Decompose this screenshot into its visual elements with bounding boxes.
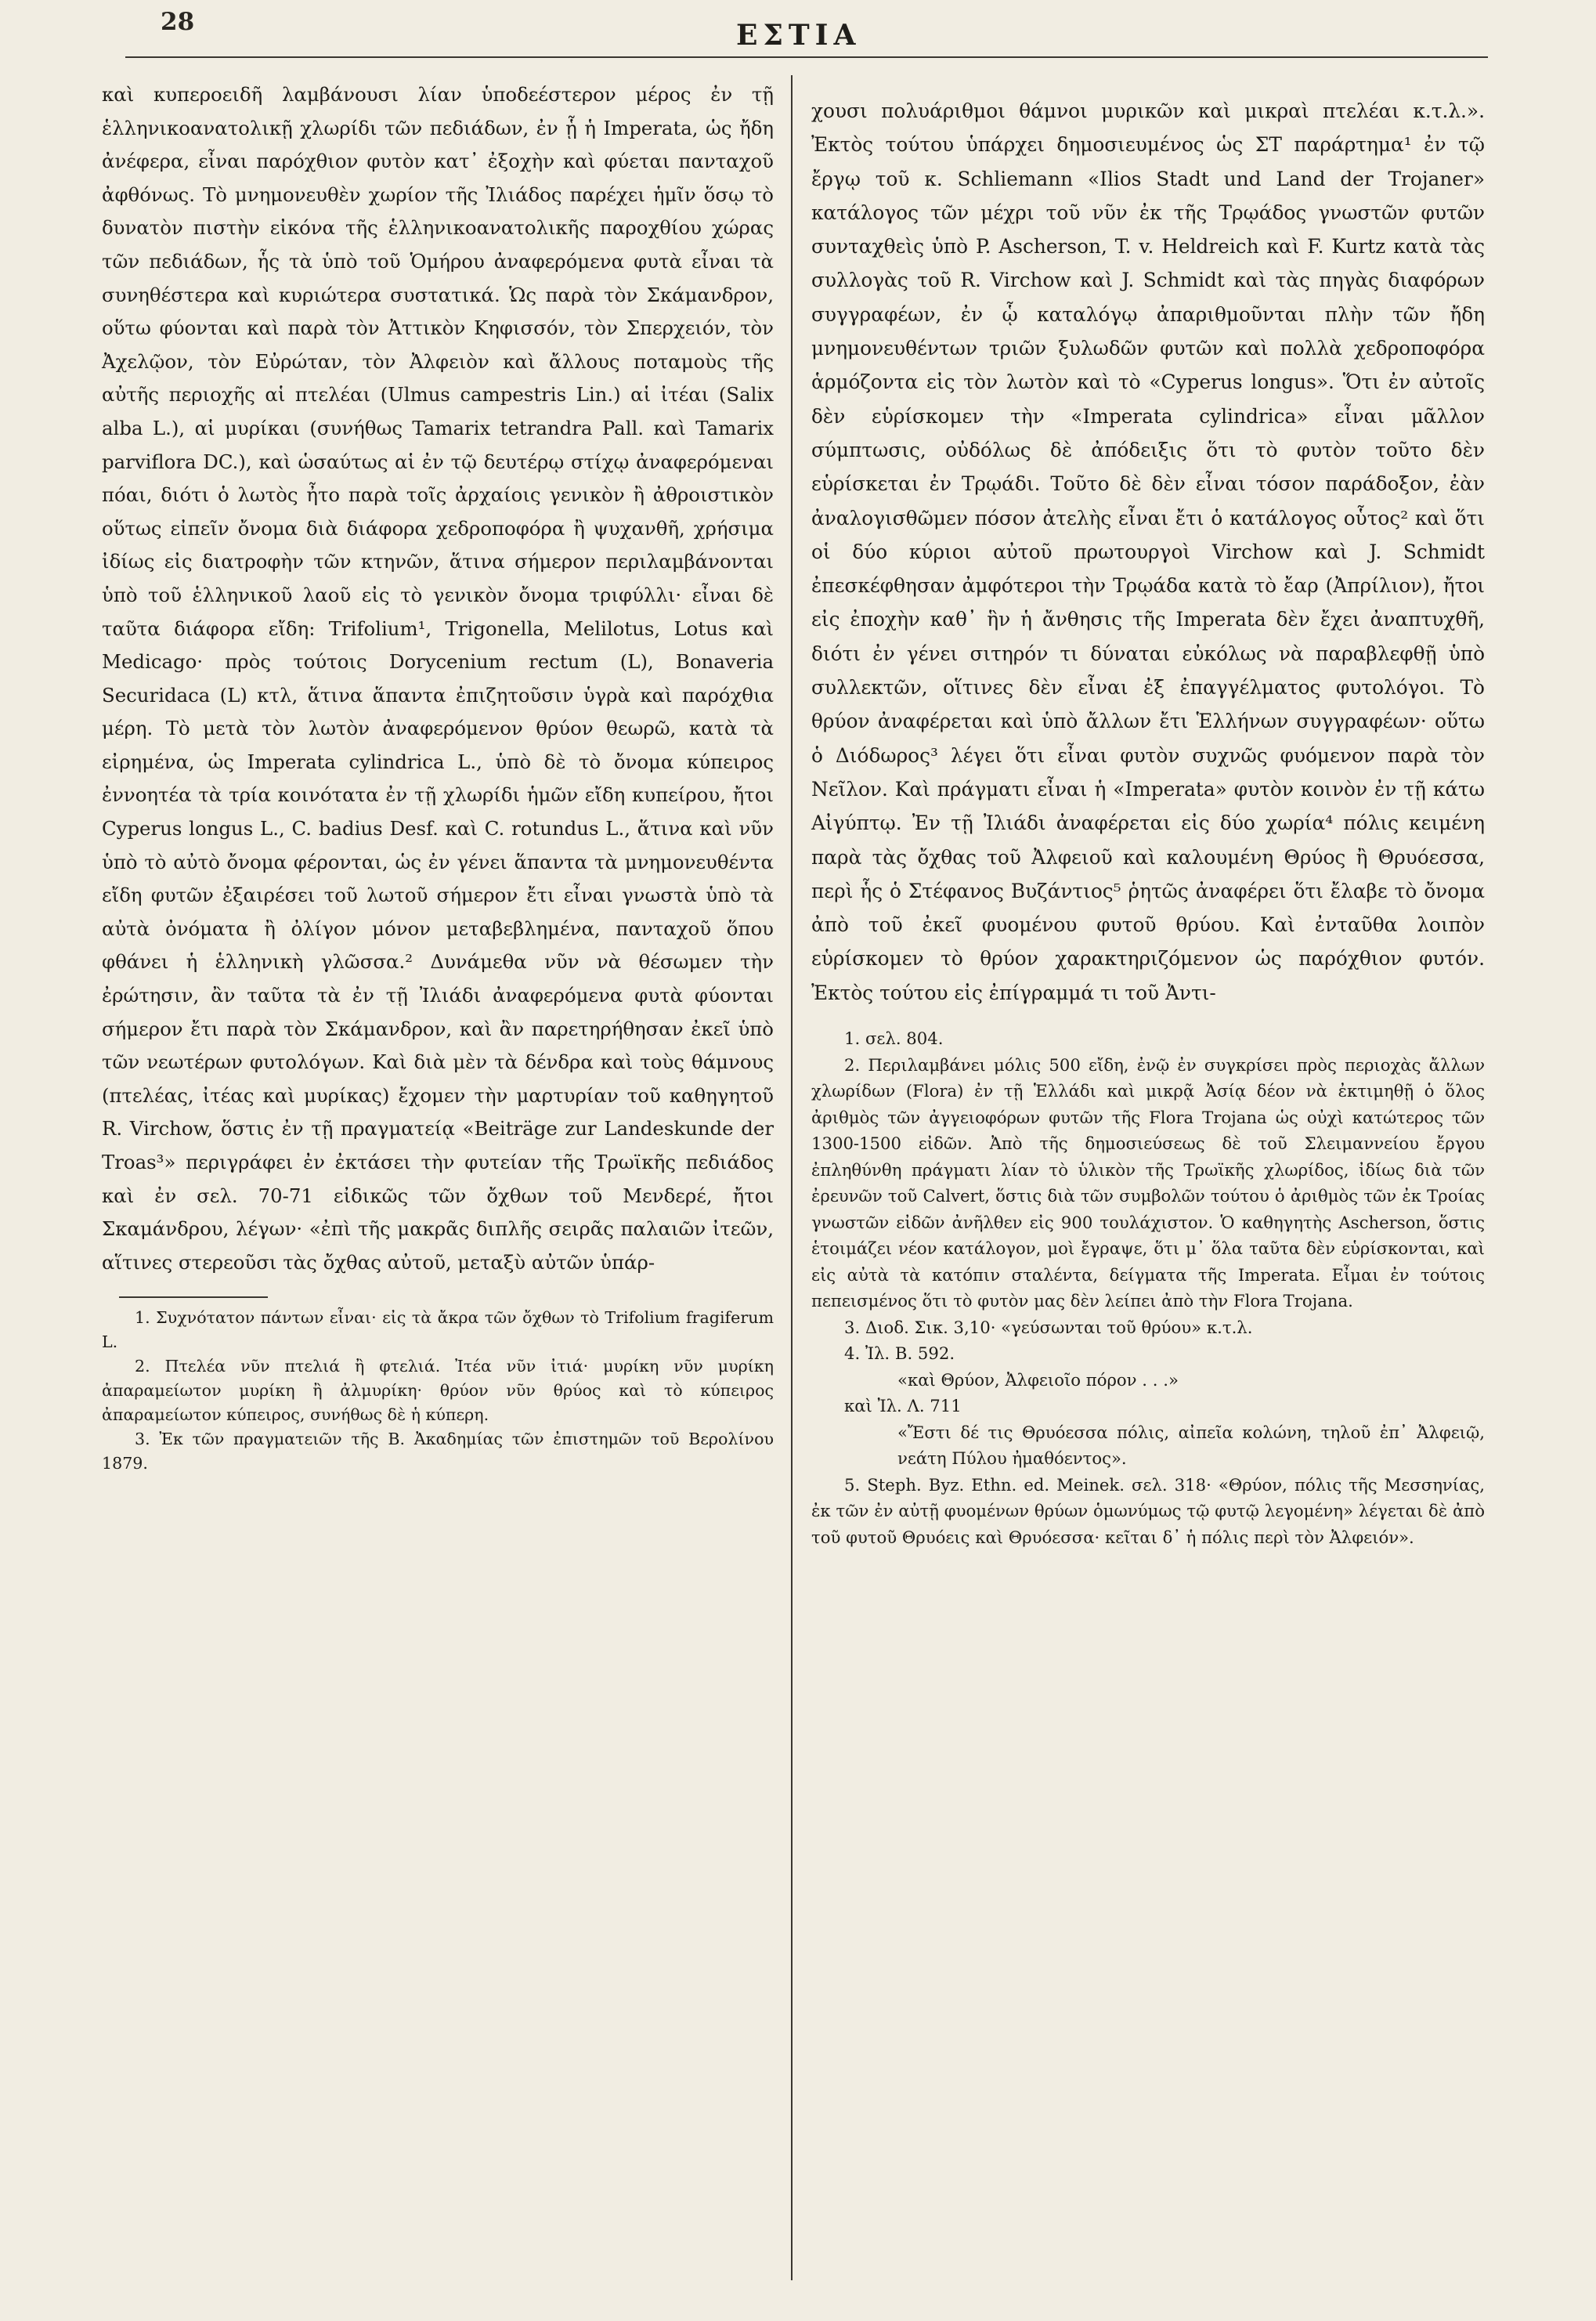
footnote-quotation: «Ἔστι δέ τις Θρυόεσσα πόλις, αἰπεῖα κολώνη, τηλοῦ ἐπ᾽ Ἀλφειῷ, νεάτη Πύλου ἠμαθόεντος».	[897, 1422, 1485, 1469]
footnote: 3. Ἐκ τῶν πραγματειῶν τῆς Β. Ἀκαδημίας τῶν ἐπιστημῶν τοῦ Βερολίνου 1879.	[102, 1430, 774, 1473]
footnote: 2. Περιλαμβάνει μόλις 500 εἴδη, ἐνῷ ἐν συγκρίσει πρὸς περιοχὰς ἄλλων χλωρίδων (Flora) ἐν τῇ Ἑλλάδι καὶ μικρᾷ Ἀσίᾳ δέον νὰ ἐκτιμηθῇ ὁ ὅλος ἀριθμὸς τῶν ἀγγειοφόρων φυτῶν τῆς Flora Trojana ὡς οὐχὶ κατώτερος τῶν 1300-1500 εἰδῶν. Ἀπὸ τῆς δημοσιεύσεως δὲ τοῦ Σλειμαννείου ἔργου ἐπληθύνθη πράγματι λίαν τὸ ὑλικὸν τῆς Τρωϊκῆς χλωρίδος, ἰδίως διὰ τῶν ἐρευνῶν τοῦ Calvert, ὅστις διὰ τῶν συμβολῶν τούτου ὁ ἀριθμὸς τῶν ἐκ Τροίας γνωστῶν εἰδῶν ἀνῆλθεν εἰς 900 τουλάχιστον. Ὁ καθηγητὴς Ascherson, ὅστις ἑτοιμάζει νέον κατάλογον, μοὶ ἔγραψε, ὅτι μ᾽ ὅλα ταῦτα δὲν εὑρίσκονται, καὶ εἰς αὐτὰ τὰ κατόπιν σταλέντα, δείγματα τῆς Imperata. Εἶμαι ἐν τούτοις πεπεισμένος ὅτι τὸ φυτὸν μας δὲν λείπει ἀπὸ τὴν Flora Trojana.	[811, 1054, 1485, 1311]
left-body-text: καὶ κυπεροειδῆ λαμβάνουσι λίαν ὑποδεέστερον μέρος ἐν τῇ ἑλληνικοανατολικῇ χλωρίδι τῶν πεδιάδων, ἐν ᾗ ἡ Imperata, ὡς ἤδη ἀνέφερα, εἶναι παρόχθιον φυτὸν κατ᾽ ἐξοχὴν καὶ φύεται πανταχοῦ ἀφθόνως. Τὸ μνημονευθὲν χωρίον τῆς Ἰλιάδος παρέχει ἡμῖν ὅσῳ τὸ δυνατὸν πιστὴν εἰκόνα τῆς ἑλληνικοανατολικῆς παροχθίου χώρας τῶν πεδιάδων, ἧς τὰ ὑπὸ τοῦ Ὁμήρου ἀναφερόμενα φυτὰ εἶναι τὰ συνηθέστερα καὶ κυριώτερα συστατικά. Ὡς παρὰ τὸν Σκάμανδρον, οὕτω φύονται καὶ παρὰ τὸν Ἀττικὸν Κηφισσόν, τὸν Σπερχειόν, τὸν Ἀχελῷον, τὸν Εὐρώταν, τὸν Ἀλφειὸν καὶ ἄλλους ποταμοὺς τῆς αὐτῆς περιοχῆς αἱ πτελέαι (Ulmus campestris Lin.) αἱ ἰτέαι (Salix alba L.), αἱ μυρίκαι (συνήθως Tamarix tetrandra Pall. καὶ Tamarix parviflora DC.), καὶ ὡσαύτως αἱ ἐν τῷ δευτέρῳ στίχῳ ἀναφερόμεναι πόαι, διότι ὁ λωτὸς ἦτο παρὰ τοῖς ἀρχαίοις γενικὸν ἢ ἀθροιστικὸν οὕτως εἰπεῖν ὄνομα διὰ διάφορα χεδροποφόρα ἢ ψυχανθῆ, χρήσιμα ἰδίως εἰς διατροφὴν τῶν κτηνῶν, ἅτινα σήμερον περιλαμβάνονται ὑπὸ τοῦ ἑλληνικοῦ λαοῦ εἰς τὸ γενικὸν ὄνομα τριφύλλι· εἶναι δὲ ταῦτα διάφορα εἴδη: Trifolium¹, Trigonella, Melilotus, Lotus καὶ Medicago· πρὸς τούτοις Dorycenium rectum (L), Bonaveria Securidaca (L) κτλ, ἅτινα ἅπαντα ἐπιζητοῦσιν ὑγρὰ καὶ παρόχθια μέρη. Τὸ μετὰ τὸν λωτὸν ἀναφερόμενον θρύον θεωρῶ, κατὰ τὰ εἰρημένα, ὡς Imperata cylindrica L., ὑπὸ δὲ τὸ ὄνομα κύπειρος ἐννοητέα τὰ τρία κοινότατα ἐν τῇ χλωρίδι ἡμῶν εἴδη κυπείρου, ἤτοι Cyperus longus L., C. badius Desf. καὶ C. rotundus L., ἅτινα καὶ νῦν ὑπὸ τὸ αὐτὸ ὄνομα φέρονται, ὡς ἐν γένει ἅπαντα τὰ μνημονευθέντα εἴδη φυτῶν ἐξαιρέσει τοῦ λωτοῦ σήμερον ἔτι εἶναι γνωστὰ ὑπὸ τὰ αὐτὰ ὀνόματα ἢ ὀλίγον μόνον μεταβεβλημένα, πανταχοῦ ὅπου φθάνει ἡ ἑλληνικὴ γλῶσσα.² Δυνάμεθα νῦν νὰ θέσωμεν τὴν ἐρώτησιν, ἂν ταῦτα τὰ ἐν τῇ Ἰλιάδι ἀναφερόμενα φυτὰ φύονται σήμερον ἔτι παρὰ τὸν Σκάμανδρον, καὶ ἂν παρετηρήθησαν ἐκεῖ ὑπὸ τῶν νεωτέρων φυτολόγων. Καὶ διὰ μὲν τὰ δένδρα καὶ τοὺς θάμνους (πτελέας, ἰτέας καὶ μυρίκας) ἔχομεν τὴν μαρτυρίαν τοῦ καθηγητοῦ R. Virchow, ὅστις ἐν τῇ πραγματείᾳ «Beiträge zur Landeskunde der Troas³» περιγράφει ἐν ἐκτάσει τὴν φυτείαν τῆς Τρωϊκῆς πεδιάδος καὶ ἐν σελ. 70-71 εἰδικῶς τῶν ὄχθων τοῦ Μενδερέ, ἤτοι Σκαμάνδρου, λέγων· «ἐπὶ τῆς μακρᾶς διπλῆς σειρᾶς παλαιῶν ἰτεῶν, αἵτινες στερεοῦσι τὰς ὄχθας αὐτοῦ, μεταξὺ αὐτῶν ὑπάρ-	[102, 83, 774, 1274]
footnote: 5. Steph. Byz. Ethn. ed. Meinek. σελ. 318· «Θρύον, πόλις τῆς Μεσσηνίας, ἐκ τῶν ἐν αὐτῇ φυομένων θρύων ὁμωνύμως τῷ φυτῷ λεγομένη» λέγεται δὲ ἀπὸ τοῦ φυτοῦ Θρυόεις καὶ Θρυόεσσα· κεῖται δ᾽ ἡ πόλις περὶ τὸν Ἀλφειόν».	[811, 1474, 1485, 1547]
journal-title: ΕΣΤΙΑ	[736, 19, 861, 52]
column-divider	[791, 75, 793, 2280]
right-column	[811, 94, 1485, 1550]
right-footnotes	[811, 1025, 1485, 1550]
page-number: 28	[161, 8, 195, 36]
footnote: 2. Πτελέα νῦν πτελιά ἢ φτελιά. Ἰτέα νῦν ἰτιά· μυρίκη νῦν μυρίκη ἀπαραμείωτον μυρίκη ἢ ἀλμυρίκη· θρύον νῦν θρύος καὶ τὸ κύπειρος ἀπαραμείωτον κύπειρος, συνήθως δὲ ἡ κύπερη.	[102, 1357, 774, 1425]
footnote-rule	[119, 1296, 268, 1298]
footnote: 1. Συχνότατον πάντων εἶναι· εἰς τὰ ἄκρα τῶν ὄχθων τὸ Trifolium fragiferum L.	[102, 1308, 774, 1352]
right-body-text: χουσι πολυάριθμοι θάμνοι μυρικῶν καὶ μικραὶ πτελέαι κ.τ.λ.». Ἐκτὸς τούτου ὑπάρχει δημοσιευμένος ὡς ΣΤ παράρτημα¹ ἐν τῷ ἔργῳ τοῦ κ. Schliemann «Ilios Stadt und Land der Trojaner» κατάλογος τῶν μέχρι τοῦ νῦν ἐκ τῆς Τρῳάδος γνωστῶν φυτῶν συνταχθεὶς ὑπὸ P. Ascherson, T. v. Heldreich καὶ F. Kurtz κατὰ τὰς συλλογὰς τοῦ R. Virchow καὶ J. Schmidt καὶ τὰς πηγὰς διαφόρων συγγραφέων, ἐν ᾧ καταλόγῳ ἀπαριθμοῦνται πλὴν τῶν ἤδη μνημονευθέντων τριῶν ξυλωδῶν φυτῶν καὶ πολλὰ χεδροποφόρα ἁρμόζοντα εἰς τὸν λωτὸν καὶ τὸ «Cyperus longus». Ὅτι ἐν αὐτοῖς δὲν εὑρίσκομεν τὴν «Imperata cylindrica» εἶναι μᾶλλον σύμπτωσις, οὐδόλως δὲ ἀπόδειξις ὅτι τὸ φυτὸν τοῦτο δὲν εὑρίσκεται ἐν Τρῳάδι. Τοῦτο δὲ δὲν εἶναι τόσον παράδοξον, ἐὰν ἀναλογισθῶμεν πόσον ἀτελὴς εἶναι ἔτι ὁ κατάλογος οὗτος² καὶ ὅτι οἱ δύο κύριοι αὐτοῦ πρωτουργοὶ Virchow καὶ J. Schmidt ἐπεσκέφθησαν ἀμφότεροι τὴν Τρῳάδα κατὰ τὸ ἔαρ (Ἀπρίλιον), ἤτοι εἰς ἐποχὴν καθ᾽ ἣν ἡ ἄνθησις τῆς Imperata δὲν ἔχει ἀναπτυχθῆ, διότι ἐν γένει σιτηρόν τι δύναται εὐκόλως νὰ παραβλεφθῇ ὑπὸ συλλεκτῶν, οἵτινες δὲν εἶναι ἐξ ἐπαγγέλματος φυτολόγοι. Τὸ θρύον ἀναφέρεται καὶ ὑπὸ ἄλλων ἔτι Ἑλλήνων συγγραφέων· οὕτω ὁ Διόδωρος³ λέγει ὅτι εἶναι φυτὸν συχνῶς φυόμενον παρὰ τὸν Νεῖλον. Καὶ πράγματι εἶναι ἡ «Imperata» φυτὸν κοινὸν ἐν τῇ κάτω Αἰγύπτῳ. Ἐν τῇ Ἰλιάδι ἀναφέρεται εἰς δύο χωρία⁴ πόλις κειμένη παρὰ τὰς ὄχθας τοῦ Ἀλφειοῦ καὶ καλουμένη Θρύος ἢ Θρυόεσσα, περὶ ἧς ὁ Στέφανος Βυζάντιος⁵ ῥητῶς ἀναφέρει ὅτι ἔλαβε τὸ ὄνομα ἀπὸ τοῦ ἐκεῖ φυομένου φυτοῦ θρύου. Καὶ ἐνταῦθα λοιπὸν εὑρίσκομεν τὸ θρύον χαρακτηριζόμενον ὡς παρόχθιον φυτόν. Ἐκτὸς τούτου εἰς ἐπίγραμμά τι τοῦ Ἀντι-	[811, 99, 1485, 1004]
footnote-quotation: «καὶ Θρύον, Ἀλφειοῖο πόρον . . .»	[897, 1369, 1179, 1390]
footnote: 4. Ἰλ. Β. 592.	[844, 1343, 955, 1364]
footnote: καὶ Ἰλ. Λ. 711	[844, 1396, 962, 1416]
footnote: 3. Διοδ. Σικ. 3,10· «γεύσωνται τοῦ θρύου» κ.τ.λ.	[844, 1317, 1253, 1337]
header-rule	[125, 56, 1488, 58]
left-column	[102, 78, 774, 1476]
left-footnotes	[102, 1306, 774, 1476]
footnote: 1. σελ. 804.	[844, 1029, 944, 1049]
